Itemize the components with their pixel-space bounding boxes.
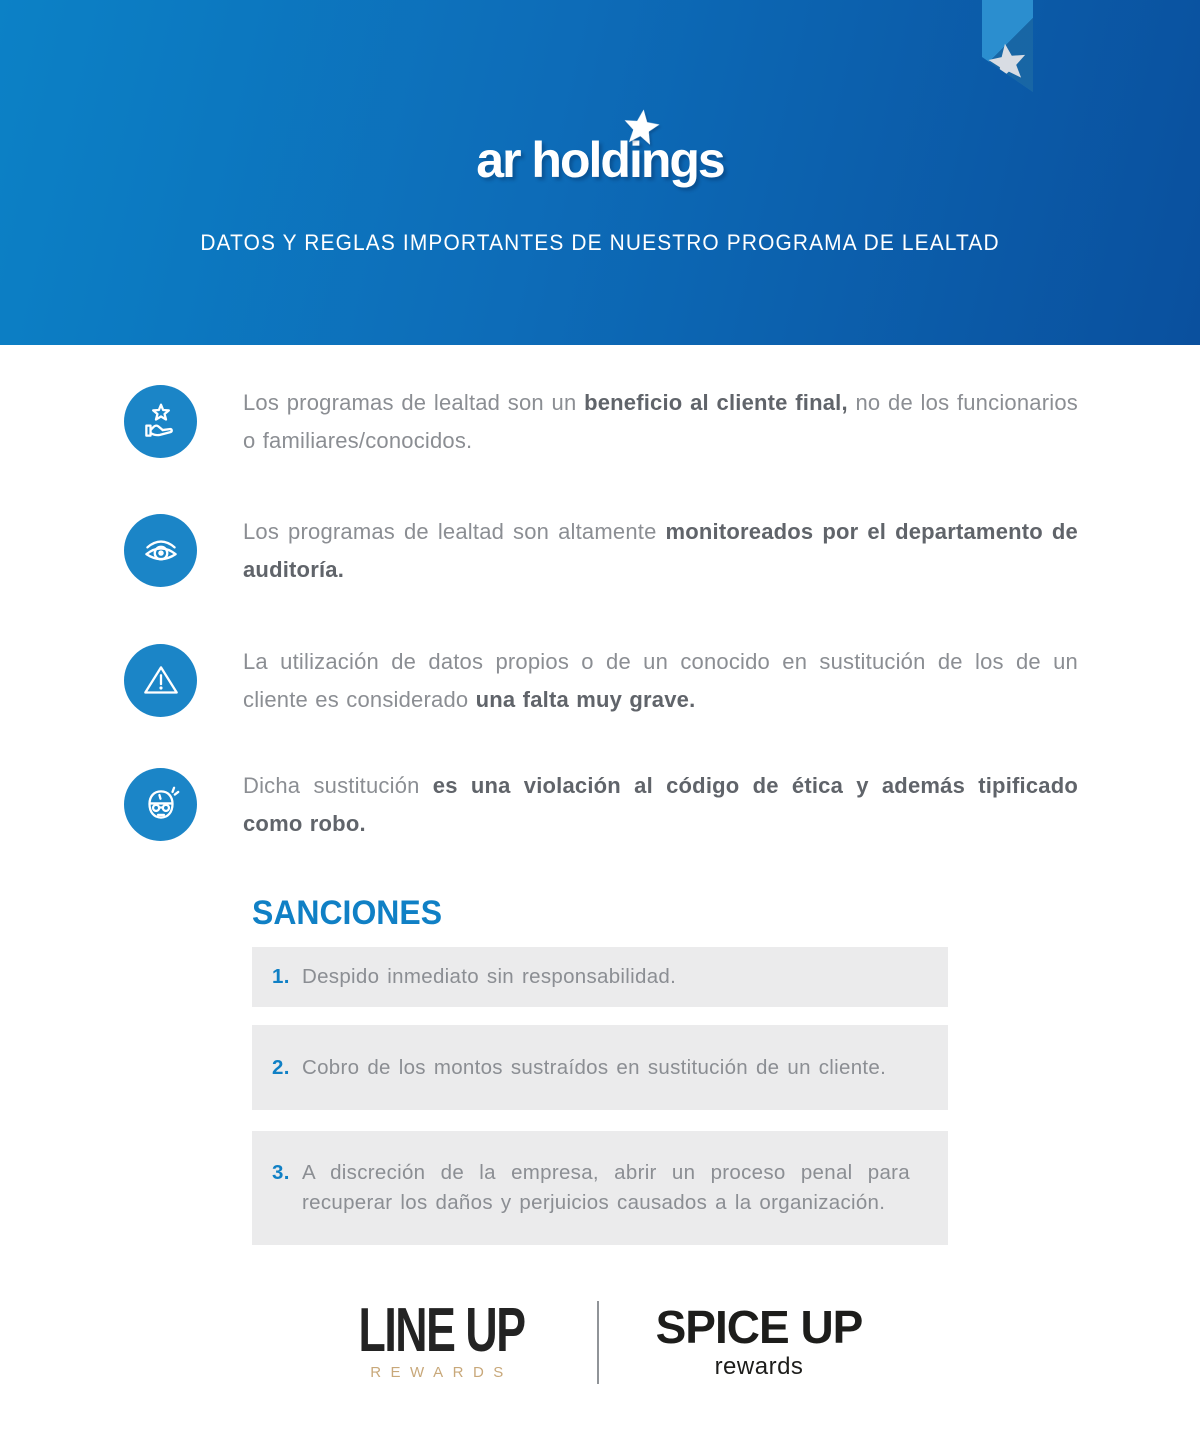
rule-text-normal: no de los funcionarios o familiares/conocidos. xyxy=(243,390,1078,453)
spiceup-logo-text: SPICE UP xyxy=(655,1301,863,1353)
brand-logo-text: ar holdings xyxy=(476,132,724,188)
rule-text-normal: La utilización de datos propios o de un conocido en sustitución de los de un cliente es considerado xyxy=(243,649,1078,712)
footer-divider xyxy=(597,1301,599,1384)
hand-star-icon xyxy=(124,385,197,458)
rule-text-bold: beneficio al cliente final, xyxy=(584,390,848,415)
rule-text xyxy=(243,643,1078,719)
rule-item-1 xyxy=(124,385,1078,460)
sanction-item-1 xyxy=(252,947,948,1007)
spiceup-rewards-logo xyxy=(643,1303,875,1381)
rule-item-2 xyxy=(124,514,1078,589)
rule-text xyxy=(243,767,1078,843)
sanction-item-2 xyxy=(252,1025,948,1110)
sanction-body: A discreción de la empresa, abrir un proceso penal para recuperar los daños y perjuicios causados a la organización. xyxy=(302,1161,910,1214)
lineup-logo-text: LINE UP xyxy=(358,1296,525,1365)
sanction-number: 2. xyxy=(272,1055,290,1079)
rule-text-normal: Dicha sustitución xyxy=(243,773,433,798)
brand-logo xyxy=(0,131,1200,189)
thief-icon xyxy=(124,768,197,841)
rule-text-normal: Los programas de lealtad son un xyxy=(243,390,585,415)
rule-text xyxy=(243,513,1078,589)
rule-text-normal: Los programas de lealtad son altamente xyxy=(243,519,666,544)
logo-star-icon xyxy=(620,105,662,149)
rule-text xyxy=(243,384,1078,460)
sanction-item-3 xyxy=(252,1131,948,1245)
eye-icon xyxy=(124,514,197,587)
rule-text-bold: una falta muy grave. xyxy=(475,687,696,712)
rule-item-4 xyxy=(124,768,1078,843)
sanction-body: Despido inmediato sin responsabilidad. xyxy=(302,965,677,988)
spiceup-logo-subtext: rewards xyxy=(714,1353,804,1380)
header-subtitle: DATOS Y REGLAS IMPORTANTES DE NUESTRO PROGRAMA DE LEALTAD xyxy=(200,230,1000,255)
bookmark-ribbon xyxy=(982,0,1033,92)
rule-text-bold: monitoreados por el departamento de auditoría. xyxy=(243,519,1078,582)
ribbon-star-icon xyxy=(984,37,1031,86)
sanction-body: Cobro de los montos sustraídos en sustitución de un cliente. xyxy=(302,1055,887,1079)
lineup-logo-subtext: REWARDS xyxy=(370,1364,513,1381)
header-banner xyxy=(0,0,1200,345)
rule-text-bold: es una violación al código de ética y además tipificado como robo. xyxy=(243,773,1078,836)
lineup-rewards-logo xyxy=(328,1296,546,1381)
sanction-text xyxy=(272,1053,910,1083)
rule-item-3 xyxy=(124,644,1078,719)
sanction-text xyxy=(272,1158,910,1218)
sanction-number: 1. xyxy=(272,965,290,988)
sanction-number: 3. xyxy=(272,1161,290,1184)
warning-triangle-icon xyxy=(124,644,197,717)
sanctions-title: SANCIONES xyxy=(252,894,443,932)
sanction-text xyxy=(272,962,910,992)
